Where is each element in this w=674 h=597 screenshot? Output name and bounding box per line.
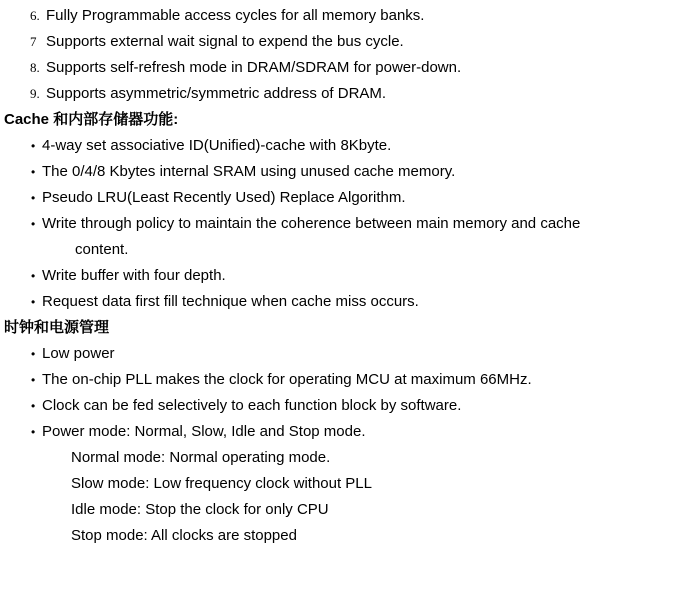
bullet-icon: •: [31, 139, 36, 153]
bullet-icon: •: [31, 295, 36, 309]
list-item-text: The on-chip PLL makes the clock for operating MCU at maximum 66MHz.: [42, 371, 532, 388]
bullet-icon: •: [31, 347, 36, 361]
clock-heading: 时钟和电源管理: [4, 319, 110, 336]
power-mode-item: Idle mode: Stop the clock for only CPU: [71, 501, 329, 518]
item-number: 8.: [30, 60, 40, 75]
bullet-icon: •: [31, 373, 36, 387]
list-item-text: Write buffer with four depth.: [42, 267, 226, 284]
item-number: 6.: [30, 8, 40, 23]
item-text: Supports self-refresh mode in DRAM/SDRAM for power-down.: [46, 59, 462, 76]
bullet-icon: •: [31, 165, 36, 179]
list-item-text: Write through policy to maintain the coherence between main memory and cache: [42, 215, 581, 232]
bullet-icon: •: [31, 425, 36, 439]
cache-heading: Cache 和内部存储器功能:: [4, 111, 179, 128]
item-number: 9.: [30, 86, 40, 101]
bullet-icon: •: [31, 217, 36, 231]
bullet-icon: •: [31, 269, 36, 283]
bullet-icon: •: [31, 191, 36, 205]
list-item-text: 4-way set associative ID(Unified)-cache with 8Kbyte.: [42, 137, 392, 154]
power-mode-item: Stop mode: All clocks are stopped: [71, 527, 297, 544]
bullet-icon: •: [31, 399, 36, 413]
item-text: Fully Programmable access cycles for all memory banks.: [46, 7, 425, 24]
item-text: Supports external wait signal to expend the bus cycle.: [46, 33, 404, 50]
list-item-text: The 0/4/8 Kbytes internal SRAM using unused cache memory.: [42, 163, 456, 180]
item-number: 7: [30, 34, 37, 49]
item-text: Supports asymmetric/symmetric address of DRAM.: [46, 85, 387, 102]
power-mode-item: Slow mode: Low frequency clock without PLL: [71, 475, 372, 492]
list-item-text: Power mode: Normal, Slow, Idle and Stop mode.: [42, 423, 366, 440]
list-item-text: Request data first fill technique when cache miss occurs.: [42, 293, 419, 310]
power-mode-item: Normal mode: Normal operating mode.: [71, 449, 331, 466]
list-item-continuation: content.: [75, 241, 129, 258]
list-item-text: Low power: [42, 345, 115, 362]
list-item-text: Pseudo LRU(Least Recently Used) Replace Algorithm.: [42, 189, 406, 206]
list-item-text: Clock can be fed selectively to each function block by software.: [42, 397, 462, 414]
